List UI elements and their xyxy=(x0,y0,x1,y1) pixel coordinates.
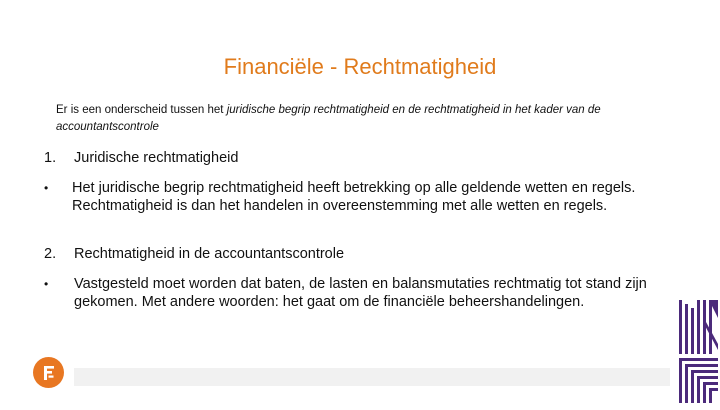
bullet-text-2: Vastgesteld moet worden dat baten, de lasten en balansmutaties rechtmatig tot stand zijn gekomen. Met andere woorden: het gaat om de financiële beheershandelingen. xyxy=(74,276,647,310)
section-number-2: 2. xyxy=(44,246,57,262)
bullet-dot-icon: • xyxy=(44,277,49,291)
bullet-dot-icon: • xyxy=(44,181,49,195)
intro-italic: juridische begrip rechtmatigheid en de rechtmatigheid in het kader van de accountantscontrole xyxy=(56,104,601,133)
f-logo-icon xyxy=(33,357,64,388)
intro-prefix: Er is een onderscheid tussen het xyxy=(56,104,227,116)
purple-line-pattern-icon xyxy=(677,298,720,410)
bullet-text-1: Het juridische begrip rechtmatigheid heeft betrekking op alle geldende wetten en regels. Rechtmatigheid is dan het handelen in overeenstemming met alle wetten en regels. xyxy=(72,180,636,214)
intro-text xyxy=(56,102,696,136)
section-heading-1 xyxy=(44,150,238,166)
footer-bar xyxy=(74,368,670,386)
section-title-2: Rechtmatigheid in de accountantscontrole xyxy=(74,246,345,262)
section-title-1: Juridische rechtmatigheid xyxy=(74,150,239,166)
section-heading-2 xyxy=(44,246,344,262)
slide-title: Financiële - Rechtmatigheid xyxy=(223,54,497,79)
section-number-1: 1. xyxy=(44,150,57,166)
